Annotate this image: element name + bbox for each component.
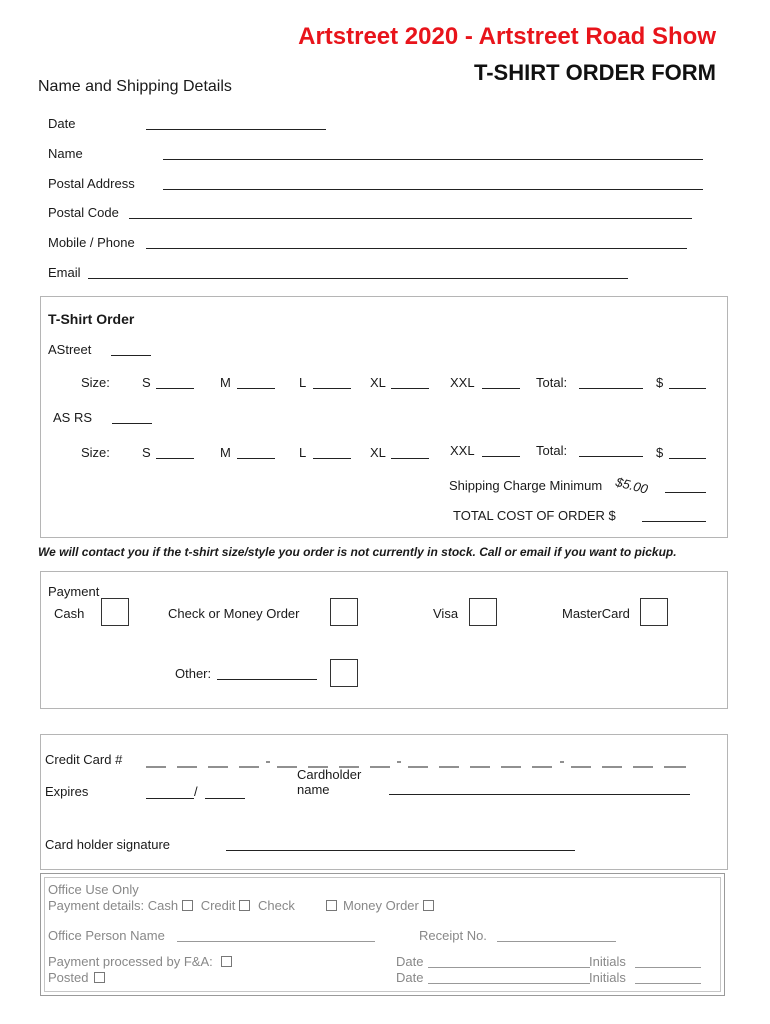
expires-label: Expires: [45, 784, 89, 799]
astreet-dollar-label: $: [656, 375, 664, 390]
total-cost-label: TOTAL COST OF ORDER $: [453, 508, 616, 523]
total-cost-field[interactable]: [642, 521, 706, 522]
office-person-field[interactable]: [177, 941, 375, 942]
tshirt-order-heading: T-Shirt Order: [48, 311, 135, 327]
office-credit-label: Credit: [200, 898, 236, 913]
card-number-field[interactable]: [140, 758, 696, 770]
visa-checkbox[interactable]: [469, 598, 497, 626]
processed-label-wrap: [48, 954, 232, 969]
tshirt-order-box: [40, 296, 728, 538]
expiry-year-field[interactable]: [205, 798, 245, 799]
date-field[interactable]: [146, 129, 326, 130]
shipping-label: Shipping Charge Minimum: [449, 478, 603, 493]
astreet-l-label: L: [299, 375, 307, 390]
cheque-label: Check or Money Order: [168, 606, 300, 621]
posted-label-wrap: [48, 970, 105, 985]
expiry-month-field[interactable]: [146, 798, 194, 799]
asrs-dollar-field[interactable]: [669, 458, 706, 459]
asrs-size-label: Size:: [81, 445, 110, 460]
astreet-xl-label: XL: [370, 375, 386, 390]
asrs-qty-field[interactable]: [112, 423, 152, 424]
cash-checkbox[interactable]: [101, 598, 129, 626]
astreet-xxl-field[interactable]: [482, 388, 520, 389]
office-money-order-checkbox[interactable]: [423, 900, 434, 911]
astreet-qty-field[interactable]: [111, 355, 151, 356]
postal-code-field[interactable]: [129, 218, 692, 219]
signature-label: Card holder signature: [45, 837, 171, 852]
payment-heading: Payment: [48, 584, 100, 599]
shipping-amount: $5.00: [614, 474, 650, 497]
payment-box: [40, 571, 728, 709]
astreet-total-label: Total:: [536, 375, 568, 390]
posted-date-label: Date: [396, 970, 424, 985]
processed-checkbox[interactable]: [221, 956, 232, 967]
office-money-order-label: Money Order: [343, 898, 419, 913]
form-title: Artstreet 2020 - Artstreet Road Show: [298, 23, 716, 50]
asrs-m-label: M: [220, 445, 231, 460]
posted-initials-label: Initials: [589, 970, 626, 985]
asrs-label: AS RS: [53, 410, 93, 425]
astreet-size-label: Size:: [81, 375, 110, 390]
other-label: Other:: [175, 666, 212, 681]
visa-label: Visa: [433, 606, 459, 621]
postal-code-label: Postal Code: [48, 205, 119, 220]
astreet-m-field[interactable]: [237, 388, 275, 389]
processed-initials-label: Initials: [589, 954, 626, 969]
asrs-s-field[interactable]: [156, 458, 194, 459]
mastercard-checkbox[interactable]: [640, 598, 668, 626]
astreet-s-field[interactable]: [156, 388, 194, 389]
posted-checkbox[interactable]: [94, 972, 105, 983]
stock-notice: We will contact you if the t-shirt size/style you order is not currently in stock. Call or email if you want to pickup.: [38, 545, 677, 559]
cash-label: Cash: [54, 606, 85, 621]
other-checkbox[interactable]: [330, 659, 358, 687]
section-heading: Name and Shipping Details: [38, 78, 232, 95]
office-payment-details: [48, 898, 295, 913]
office-check-label: Check: [258, 898, 295, 913]
asrs-total-label: Total:: [536, 443, 568, 458]
office-credit-checkbox[interactable]: [239, 900, 250, 911]
office-money-order: [326, 898, 434, 913]
cardholder-name-field[interactable]: [389, 794, 690, 795]
processed-initials-field[interactable]: [635, 967, 701, 968]
expiry-slash: /: [194, 784, 198, 799]
astreet-dollar-field[interactable]: [669, 388, 706, 389]
postal-address-label: Postal Address: [48, 176, 135, 191]
astreet-m-label: M: [220, 375, 231, 390]
asrs-m-field[interactable]: [237, 458, 275, 459]
asrs-l-field[interactable]: [313, 458, 351, 459]
mobile-field[interactable]: [146, 248, 687, 249]
posted-date-field[interactable]: [428, 983, 590, 984]
card-number-label: Credit Card #: [45, 752, 123, 767]
postal-address-field[interactable]: [163, 189, 703, 190]
cheque-checkbox[interactable]: [330, 598, 358, 626]
asrs-xxl-label: XXL: [450, 443, 475, 458]
asrs-s-label: S: [142, 445, 151, 460]
office-heading: Office Use Only: [48, 882, 139, 897]
signature-field[interactable]: [226, 850, 575, 851]
form-subtitle: T-SHIRT ORDER FORM: [474, 60, 716, 85]
date-label: Date: [48, 116, 76, 131]
cardholder-label-1: Cardholder: [297, 767, 362, 782]
posted-label: Posted: [48, 970, 89, 985]
office-person-label: Office Person Name: [48, 928, 165, 943]
asrs-xl-label: XL: [370, 445, 386, 460]
astreet-s-label: S: [142, 375, 151, 390]
email-label: Email: [48, 265, 81, 280]
office-cash-checkbox[interactable]: [182, 900, 193, 911]
office-cash-label: Payment details: Cash: [48, 898, 179, 913]
shipping-field[interactable]: [665, 492, 706, 493]
astreet-xl-field[interactable]: [391, 388, 429, 389]
astreet-total-field[interactable]: [579, 388, 643, 389]
astreet-l-field[interactable]: [313, 388, 351, 389]
receipt-field[interactable]: [497, 941, 616, 942]
office-check-checkbox[interactable]: [326, 900, 337, 911]
other-field[interactable]: [217, 679, 317, 680]
mobile-label: Mobile / Phone: [48, 235, 135, 250]
name-field[interactable]: [163, 159, 703, 160]
astreet-xxl-label: XXL: [450, 375, 475, 390]
asrs-total-field[interactable]: [579, 456, 643, 457]
receipt-label: Receipt No.: [419, 928, 487, 943]
astreet-label: AStreet: [48, 342, 92, 357]
asrs-dollar-label: $: [656, 445, 664, 460]
processed-date-label: Date: [396, 954, 424, 969]
processed-label: Payment processed by F&A:: [48, 954, 213, 969]
asrs-xl-field[interactable]: [391, 458, 429, 459]
posted-initials-field[interactable]: [635, 983, 701, 984]
mastercard-label: MasterCard: [562, 606, 630, 621]
cardholder-label-2: name: [297, 782, 330, 797]
processed-date-field[interactable]: [428, 967, 590, 968]
name-label: Name: [48, 146, 83, 161]
asrs-l-label: L: [299, 445, 307, 460]
asrs-xxl-field[interactable]: [482, 456, 520, 457]
email-field[interactable]: [88, 278, 628, 279]
